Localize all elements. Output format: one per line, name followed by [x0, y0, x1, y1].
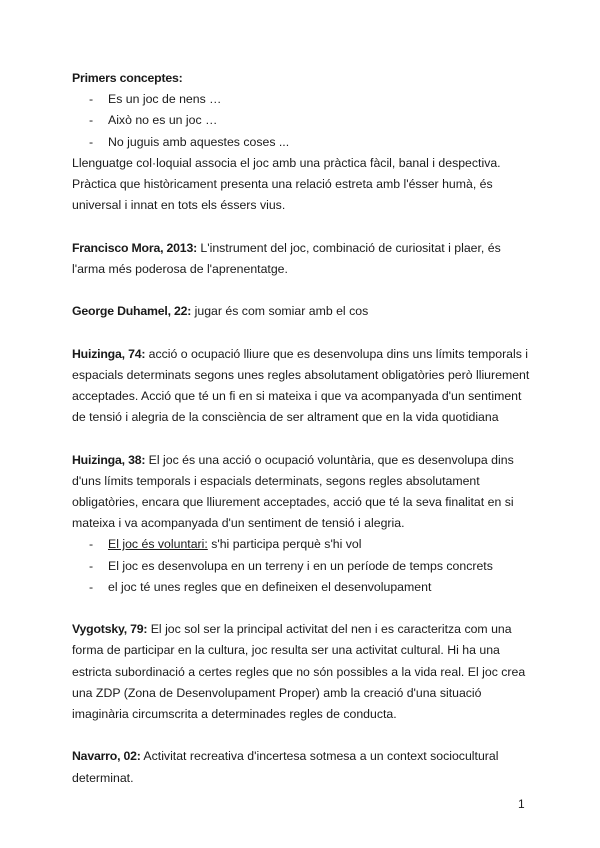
dash-marker: -	[89, 113, 94, 128]
section-heading: Primers conceptes:	[72, 71, 183, 85]
document-body	[72, 68, 532, 789]
citation-author: Huizinga, 38:	[72, 452, 146, 467]
quote-huizinga-38: Huizinga, 38: El joc és una acció o ocupació voluntària, que es desenvolupa dins d'uns límits temporals i espacials determinats, segons regles absolutament obligatòries, encara que lliurement acceptades, acció que té la seva finalitat en si mateixa i va acompanyada d'un sentiment de tensió i alegria.	[72, 452, 514, 531]
dash-marker: -	[89, 537, 94, 552]
dash-marker: -	[89, 579, 94, 594]
list-item: - No juguis amb aquestes coses ...	[72, 132, 532, 153]
citation-author: Vygotsky, 79:	[72, 622, 148, 637]
intro-bullet-list	[72, 89, 532, 153]
list-item: - El joc és voluntari: s'hi participa perquè s'hi vol	[72, 534, 532, 555]
citation-author: George Duhamel, 22:	[72, 304, 192, 319]
dash-marker: -	[89, 134, 94, 149]
quote-duhamel: George Duhamel, 22: jugar és com somiar amb el cos	[72, 304, 369, 319]
quote-mora: Francisco Mora, 2013: L'instrument del joc, combinació de curiositat i plaer, és l'arma més poderosa de l'aprenentatge.	[72, 240, 501, 276]
citation-author: Navarro, 02:	[72, 749, 141, 764]
list-item: - Es un joc de nens …	[72, 89, 532, 110]
quote-vygotsky: Vygotsky, 79: El joc sol ser la principal activitat del nen i es caracteritza com una forma de participar en la cultura, joc resulta ser una activitat cultural. Hi ha una estricta subordinació a certes regles que no són possibles a la vida real. El joc crea una ZDP (Zona de Desenvolupament Proper) amb la creació d'una situació imaginària circumscrita a determinades regles de conducta.	[72, 622, 526, 722]
list-item: - Això no es un joc …	[72, 110, 532, 131]
citation-author: Francisco Mora, 2013:	[72, 240, 197, 255]
huizinga-bullet-list	[72, 534, 532, 598]
dash-marker: -	[89, 558, 94, 573]
dash-marker: -	[89, 92, 94, 107]
list-item: - el joc té unes regles que en defineixen el desenvolupament	[72, 577, 532, 598]
page-number: 1	[518, 797, 525, 811]
list-item: - El joc es desenvolupa en un terreny i en un període de temps concrets	[72, 556, 532, 577]
intro-paragraph: Llenguatge col·loquial associa el joc amb una pràctica fàcil, banal i despectiva. Pràctica que històricament presenta una relació estreta amb l'ésser humà, és universal i innat en tots els éssers vius.	[72, 155, 501, 213]
citation-author: Huizinga, 74:	[72, 346, 146, 361]
quote-huizinga-74: Huizinga, 74: acció o ocupació lliure que es desenvolupa dins uns límits temporals i espacials determinats segons unes regles absolutament obligatòries però lliurement acceptades. Acció que té un fi en si mateixa i que va acompanyada d'un sentiment de tensió i alegria de la consciència de ser altrament que en la vida quotidiana	[72, 346, 530, 425]
quote-navarro: Navarro, 02: Activitat recreativa d'incertesa sotmesa a un context sociocultural determinat.	[72, 749, 499, 785]
